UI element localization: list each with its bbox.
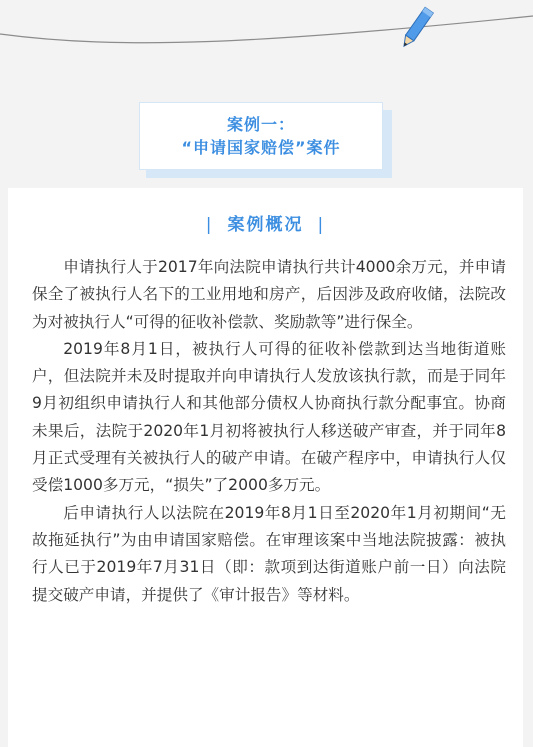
- section-heading-text: 案例概况: [227, 215, 304, 235]
- heading-bar-left: |: [205, 215, 214, 235]
- decorative-curve: [0, 0, 533, 60]
- paragraph-2: 2019年8月1日，被执行人可得的征收补偿款到达当地街道账户，但法院并未及时提取并向申请执行人发放该执行款，而是于同年9月初组织申请执行人和其他部分债权人协商执行款分配事宜。协商未果后，法院于2020年1月初将被执行人移送破产审查，并于同年8月正式受理有关被执行人的破产申请。在破产程序中，申请执行人仅受偿1000多万元，“损失”了2000多万元。: [32, 339, 506, 495]
- case-body: [32, 254, 506, 609]
- case-number-title: 案例一：: [226, 115, 295, 134]
- pencil-icon: [396, 4, 436, 54]
- heading-bar-right: |: [317, 215, 326, 235]
- section-heading: [8, 210, 523, 235]
- paragraph-1: 申请执行人于2017年向法院申请执行共计4000余万元，并申请保全了被执行人名下的工业用地和房产，后因涉及政府收储，法院改为对被执行人“可得的征收补偿款、奖励款等”进行保全。: [32, 258, 506, 331]
- paragraph-3: 后申请执行人以法院在2019年8月1日至2020年1月初期间“无故拖延执行”为由申请国家赔偿。在审理该案中当地法院披露：被执行人已于2019年7月31日（即：款项到达街道账户前一日）向法院提交破产申请，并提供了《审计报告》等材料。: [32, 503, 506, 604]
- content-card: [8, 188, 523, 747]
- title-box: [139, 102, 383, 170]
- case-name-title: “申请国家赔偿”案件: [181, 138, 341, 157]
